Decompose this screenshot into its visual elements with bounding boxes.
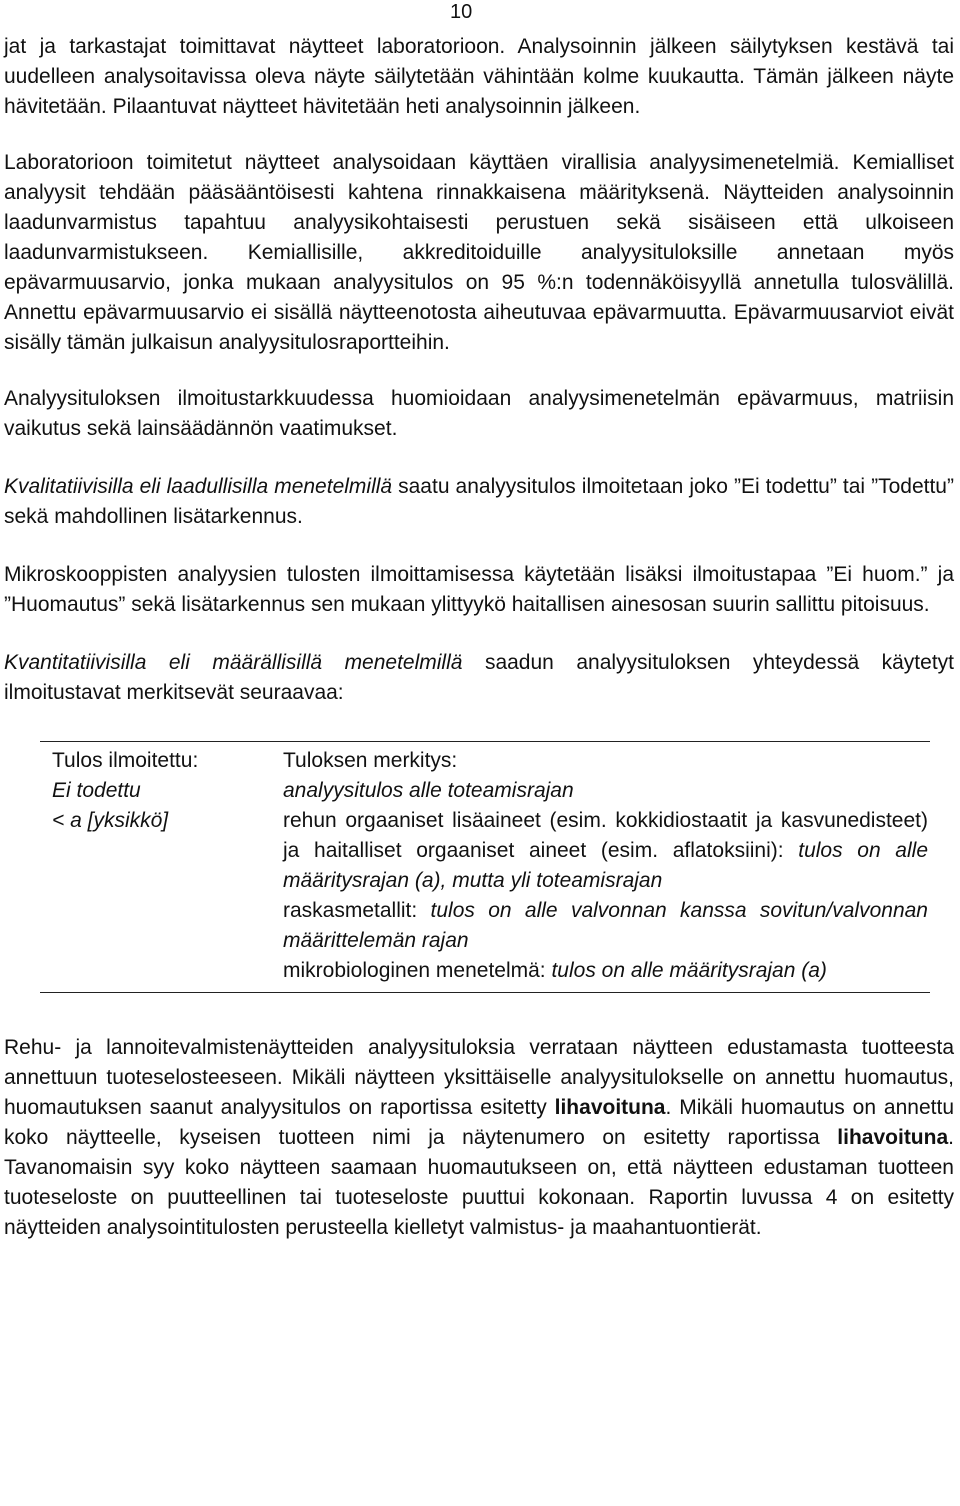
paragraph-analysis-methods: Laboratorioon toimitetut näytteet analysoidaan käyttäen virallisia analyysimenetelmiä. Kemialliset analyysit tehdään pääsääntöisesti kahtena rinnakkaisena määrityksenä. Näytteiden analysoinnin laadunvarmistus tapahtuu analyysikohtaisesti perustuen sekä sisäiseen että ulkoiseen laadunvarmistukseen. Kemiallisille, akkreditoiduille analyysituloksille annetaan myös epävarmuusarvio, jonka mukaan analyysitulos on 95 %:n todennäköisyyllä annetulla tulosvälillä. Annettu epävarmuusarvio ei sisällä näytteenotosta aiheutuvaa epävarmuutta. Epävarmuusarviot eivät sisälly tämän julkaisun analyysitulosraportteihin. xyxy=(4,151,954,354)
qualitative-term: Kvalitatiivisilla eli laadullisilla menetelmillä xyxy=(4,475,393,498)
qualitative-text: saatu analyysitulos ilmoitetaan joko ”Ei todettu” tai ”Todettu” sekä mahdollinen lisätarkennus. xyxy=(4,475,954,528)
paragraph-comparison: Rehu- ja lannoitevalmistenäytteiden analyysituloksia verrataan näytteen edustamasta tuotteesta annettuun tuoteselosteeseen. Mikäli näytteen yksittäiselle analyysitulokselle on annettu huomautus, huomautuksen saanut analyysitulos on raportissa esitetty lihavoituna. Mikäli huomautus on annettu koko näytteelle, kyseisen tuotteen nimi ja näytenumero on esitetty raportissa lihavoituna. Tavanomaisin syy koko näytteen saamaan huomautukseen on, että näytteen edustaman tuotteen tuoteseloste on puutteellinen tai tuoteseloste puuttui kokonaan. Raportin luvussa 4 on esitetty näytteiden analysointitulosten perusteella kielletyt valmistus- ja maahantuontierät. xyxy=(4,1036,954,1239)
meaning-microbiological: mikrobiologinen menetelmä: tulos on alle määritysrajan (a) xyxy=(283,959,827,982)
table-header-result: Tulos ilmoitettu: xyxy=(52,749,199,772)
meaning-heavy-metals: raskasmetallit: tulos on alle valvonnan kanssa sovitun/valvonnan määrittelemän rajan xyxy=(283,899,928,952)
table-row xyxy=(40,806,930,986)
page-number: 10 xyxy=(450,1,473,23)
document-body xyxy=(4,32,954,1243)
quantitative-text: saadun analyysituloksen yhteydessä käytetyt ilmoitustavat merkitsevät seuraavaa: xyxy=(4,651,954,704)
table-header-meaning: Tuloksen merkitys: xyxy=(283,749,458,772)
table-cell-not-detected-meaning: analyysitulos alle toteamisrajan xyxy=(283,779,574,802)
bold-term: lihavoituna xyxy=(554,1096,666,1119)
paragraph-sample-storage: jat ja tarkastajat toimittavat näytteet laboratorioon. Analysoinnin jälkeen säilytyksen kestävä tai uudelleen analysoitavissa oleva näyte säilytetään vähintään kolme kuukautta. Tämän jälkeen näyte hävitetään. Pilaantuvat näytteet hävitetään heti analysoinnin jälkeen. xyxy=(4,35,954,118)
table-row xyxy=(40,776,930,806)
table-cell-below-limit-meaning xyxy=(283,806,930,986)
bold-term: lihavoituna xyxy=(837,1126,949,1149)
table-cell-not-detected: Ei todettu xyxy=(52,779,141,802)
meaning-feed-additives: rehun orgaaniset lisäaineet (esim. kokkidiostaatit ja kasvunedisteet) ja haitalliset orgaaniset aineet (esim. aflatoksiini): tulos on alle määritysrajan (a), mutta yli toteamisrajan xyxy=(283,809,928,892)
paragraph-qualitative xyxy=(4,472,954,532)
paragraph-microscopy: Mikroskooppisten analyysien tulosten ilmoittamisessa käytetään lisäksi ilmoitustapaa ”Ei huom.” ja ”Huomautus” sekä lisätarkennus sen mukaan ylittyykö haitallisen ainesosan suurin sallittu pitoisuus. xyxy=(4,563,954,616)
table-header-row xyxy=(40,746,930,776)
paragraph-reporting-accuracy: Analyysituloksen ilmoitustarkkuudessa huomioidaan analyysimenetelmän epävarmuus, matriisin vaikutus sekä lainsäädännön vaatimukset. xyxy=(4,387,954,440)
paragraph-quantitative xyxy=(4,648,954,708)
table-cell-below-limit: < a [yksikkö] xyxy=(52,809,169,832)
result-notation-table xyxy=(40,741,930,993)
quantitative-term: Kvantitatiivisilla eli määrällisillä menetelmillä xyxy=(4,651,463,674)
